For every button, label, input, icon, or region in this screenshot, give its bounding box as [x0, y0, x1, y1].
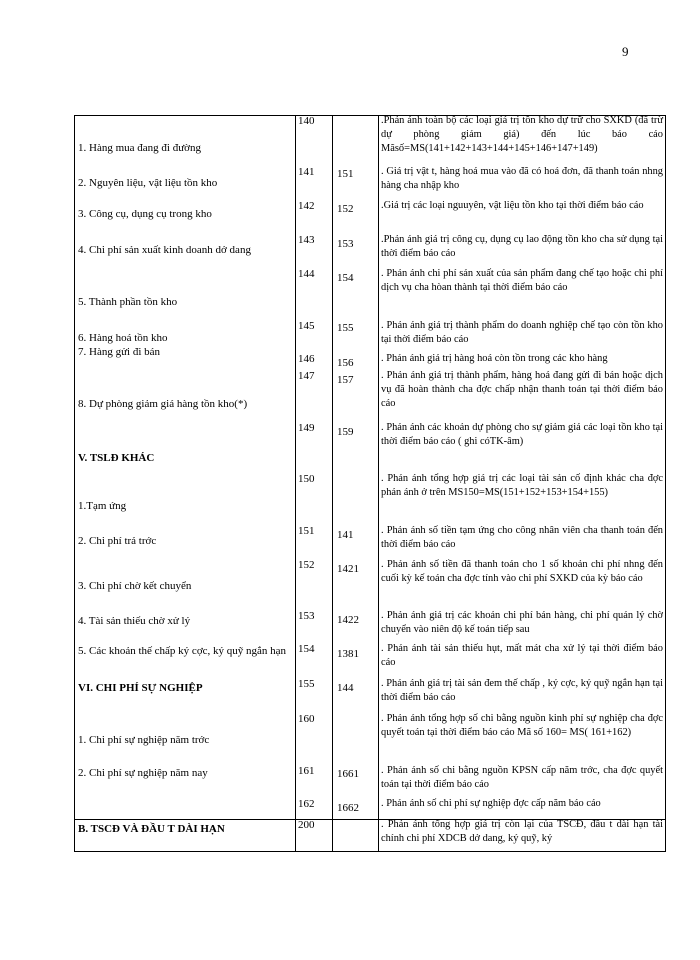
- ms-code: 146: [298, 353, 315, 365]
- ms-code: 150: [298, 473, 315, 485]
- item-description: . Phản ánh số tiền tạm ứng cho công nhân viên cha thanh toán đến thời điểm báo cáo: [381, 525, 663, 550]
- tk-code: 155: [337, 322, 354, 334]
- item-name: 2. Chi phí sự nghiệp năm nay: [78, 767, 208, 779]
- item-name: 6. Hàng hoá tồn kho: [78, 332, 168, 344]
- column-divider: [295, 115, 296, 852]
- ms-code: 153: [298, 610, 315, 622]
- ms-code: 152: [298, 559, 315, 571]
- column-divider: [332, 115, 333, 852]
- tk-code: 157: [337, 374, 354, 386]
- section-heading: VI. CHI PHÍ SỰ NGHIỆP: [78, 682, 203, 694]
- item-description: .Phản ánh toàn bộ các loại giá trị tồn kho dự trữ cho SXKD (đã trừ dự phòng giảm giá) đến lúc báo cáo Mãsố=MS(141+142+143+144+145+146+147+149): [381, 115, 663, 154]
- item-description: . Phản ánh tài sản thiếu hụt, mất mát cha xử lý tại thời điểm báo cáo: [381, 643, 663, 668]
- item-name: 2. Nguyên liệu, vật liệu tồn kho: [78, 177, 218, 189]
- item-description: . Phản ánh số tiền đã thanh toán cho 1 số khoản chi phí nhng đến cuối kỳ kế toán cha đợc tính vào chi phí SXKD của kỳ báo cáo: [381, 559, 663, 584]
- tk-code: 156: [337, 357, 354, 369]
- item-description: . Phản ánh chi phí sản xuất của sản phẩm đang chế tạo hoặc chi phí dịch vụ cha hòan thành tại thời điểm báo cáo: [381, 268, 663, 293]
- section-heading: B. TSCĐ VÀ ĐẦU T DÀI HẠN: [78, 823, 225, 835]
- item-description: . Phản ánh các khoản dự phòng cho sự giảm giá các loại tồn kho tại thời điểm báo cáo ( ghi cóTK-âm): [381, 422, 663, 447]
- item-name: 5. Thành phần tồn kho: [78, 296, 178, 308]
- tk-code: 153: [337, 238, 354, 250]
- item-name: 1.Tạm ứng: [78, 500, 127, 512]
- tk-code: 159: [337, 426, 354, 438]
- ms-code: 143: [298, 234, 315, 246]
- ms-code: 140: [298, 115, 315, 127]
- section-heading: V. TSLĐ KHÁC: [78, 452, 155, 464]
- item-name: 2. Chi phí trả trớc: [78, 535, 157, 547]
- item-description: .Giá trị các loại nguuyên, vật liệu tồn kho tại thời điểm báo cáo: [381, 200, 644, 211]
- ms-code: 141: [298, 166, 315, 178]
- column-divider: [378, 115, 379, 852]
- item-name: 3. Chi phí chờ kết chuyển: [78, 580, 192, 592]
- tk-code: 141: [337, 529, 354, 541]
- item-name: 5. Các khoản thế chấp ký cợc, ký quỹ ngắn hạn: [78, 645, 287, 657]
- item-description: . Phản ánh tổng hợp số chi bằng nguồn kinh phí sự nghiệp cha đợc quyết toán tại thời điểm báo cáo Mã số 160= MS( 161+162): [381, 713, 663, 738]
- tk-code: 152: [337, 203, 354, 215]
- ms-code: 160: [298, 713, 315, 725]
- ms-code: 147: [298, 370, 315, 382]
- item-name: 7. Hàng gửi đi bán: [78, 346, 161, 358]
- item-name: 3. Công cụ, dụng cụ trong kho: [78, 208, 212, 220]
- item-description: . Phản ánh giá trị thành phẩm, hàng hoá đang gửi đi bán hoặc dịch vụ đã hoàn thành cha đợc chấp nhận thanh toán tại thời điểm báo cáo: [381, 370, 663, 409]
- item-description: .Phản ánh giá trị công cụ, dụng cụ lao động tồn kho cha sử dụng tại thời điểm báo cáo: [381, 234, 663, 259]
- ms-code: 144: [298, 268, 315, 280]
- item-description: . Phản ánh giá trị các khoản chi phí bán hàng, chi phí quản lý chờ chuyển vào niên độ kế toán tiếp sau: [381, 610, 663, 635]
- tk-code: 1662: [337, 802, 359, 814]
- item-description: . Phản ánh số chi phí sự nghiệp đợc cấp năm báo cáo: [381, 798, 601, 809]
- tk-code: 154: [337, 272, 354, 284]
- tk-code: 1661: [337, 768, 359, 780]
- tk-code: 1422: [337, 614, 359, 626]
- ms-code: 142: [298, 200, 315, 212]
- item-name: 1. Chi phí sự nghiệp năm trớc: [78, 734, 210, 746]
- ms-code: 154: [298, 643, 315, 655]
- tk-code: 151: [337, 168, 354, 180]
- item-name: 4. Tài sản thiếu chờ xử lý: [78, 615, 191, 627]
- item-description: . Phản ánh giá trị hàng hoá còn tồn trong các kho hàng: [381, 353, 608, 364]
- item-name: 4. Chi phí sản xuất kinh doanh dở dang: [78, 244, 251, 256]
- item-description: . Phản ánh tổng hợp giá trị các loại tài sản cố định khác cha đợc phản ánh ở trên MS150=MS(151+152+153+154+155): [381, 473, 663, 498]
- item-name: 1. Hàng mua đang đi đường: [78, 142, 201, 154]
- item-name: 8. Dự phòng giảm giá hàng tồn kho(*): [78, 398, 248, 410]
- ms-code: 200: [298, 819, 315, 831]
- ms-code: 161: [298, 765, 315, 777]
- ms-code: 145: [298, 320, 315, 332]
- item-description: . Phản ánh số chi bằng nguồn KPSN cấp năm trớc, cha đợc quyết toán tại thời điểm báo cáo: [381, 765, 663, 790]
- item-description: . Phản ánh giá trị tài sản đem thế chấp , ký cợc, ký quỹ ngắn hạn tại thời điểm báo cáo: [381, 678, 663, 703]
- ms-code: 162: [298, 798, 315, 810]
- tk-code: 1381: [337, 648, 359, 660]
- item-description: . Giá trị vật t, hàng hoá mua vào đã có hoá đơn, đã thanh toán nhng hàng cha nhập kho: [381, 166, 663, 191]
- ms-code: 151: [298, 525, 315, 537]
- item-description: . Phản ánh tổng hợp giá trị còn lại của TSCĐ, đầu t dài hạn tài chính chi phí XDCB dở dang, ký quỹ, ký: [381, 819, 663, 844]
- page-number: 9: [622, 44, 629, 59]
- ms-code: 155: [298, 678, 315, 690]
- item-description: . Phản ánh giá trị thành phẩm do doanh nghiệp chế tạo còn tồn kho tại thời điểm báo cáo: [381, 320, 663, 345]
- tk-code: 144: [337, 682, 354, 694]
- tk-code: 1421: [337, 563, 359, 575]
- ms-code: 149: [298, 422, 315, 434]
